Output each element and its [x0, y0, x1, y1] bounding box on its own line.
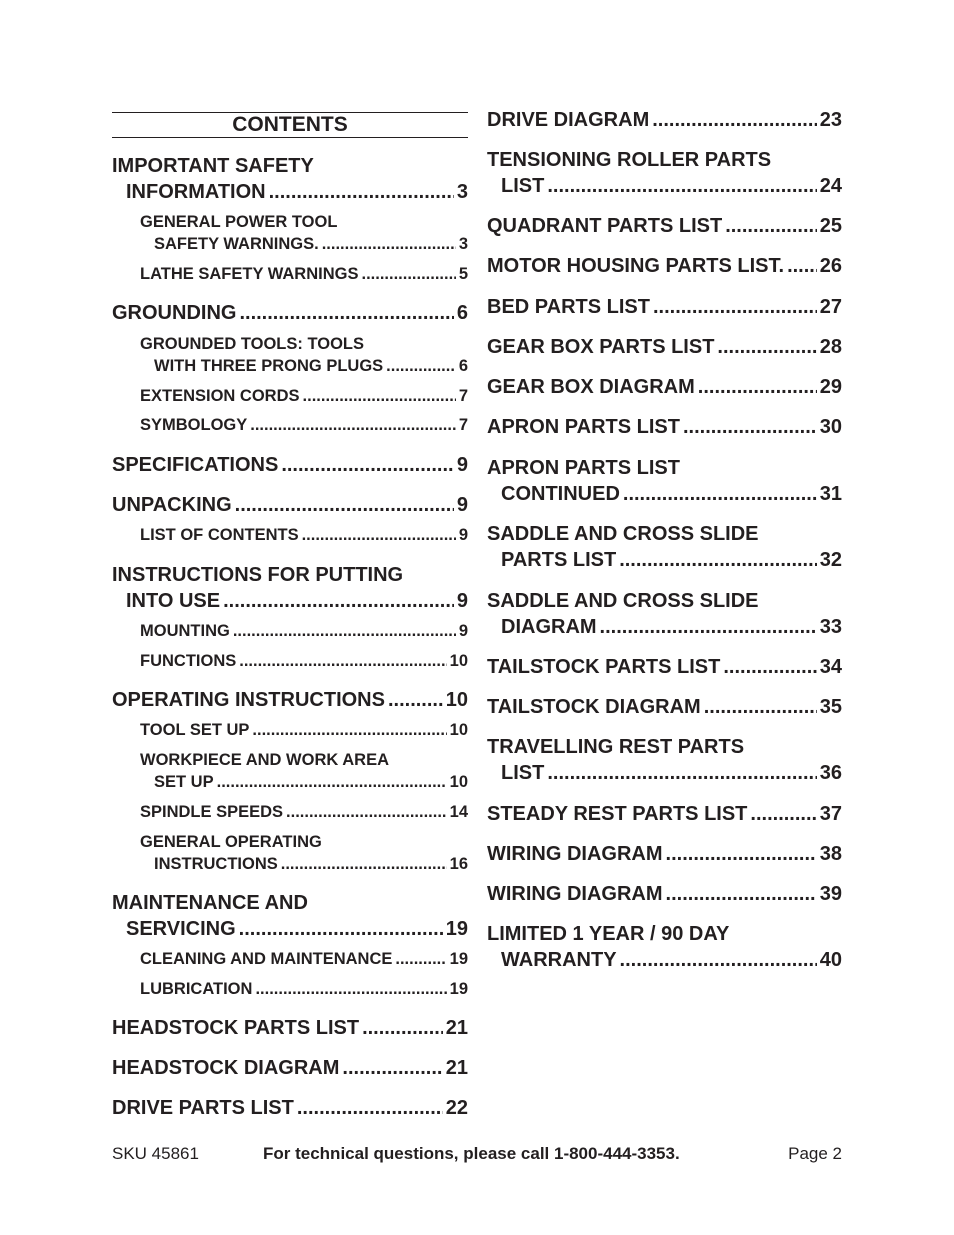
toc-entry: [112, 153, 468, 205]
toc-entry-title: GEAR BOX PARTS LIST: [487, 336, 715, 358]
toc-entry-title: APRON PARTS LIST: [487, 457, 680, 479]
toc-entry-line: [487, 801, 842, 827]
dot-leader: [653, 294, 817, 320]
toc-entry-title: SAFETY WARNINGS.: [154, 235, 319, 253]
toc-entry-title: SERVICING: [126, 918, 236, 940]
toc-entry-title: TRAVELLING REST PARTS: [487, 736, 745, 758]
toc-entry-line: [112, 153, 468, 179]
toc-entry-line: [112, 916, 468, 942]
toc-entry: [487, 414, 842, 440]
toc-entry-title: DRIVE DIAGRAM: [487, 109, 650, 131]
toc-entry-line: [112, 179, 468, 205]
toc-entry-title: LIST: [501, 762, 545, 784]
dot-leader: [239, 300, 453, 326]
toc-entry-title: PARTS LIST: [501, 549, 617, 571]
toc-entry-title: CONTINUED: [501, 483, 620, 505]
toc-page-number: 30: [819, 416, 842, 438]
dot-leader: [297, 1095, 443, 1121]
toc-entry: [112, 687, 468, 713]
toc-entry-line: [487, 947, 842, 973]
dot-leader: [704, 694, 817, 720]
toc-entry-title: CLEANING AND MAINTENANCE: [140, 950, 393, 968]
toc-entry-title: SYMBOLOGY: [140, 416, 248, 434]
dot-leader: [217, 771, 447, 793]
dot-leader: [652, 107, 817, 133]
toc-entry: [112, 1015, 468, 1041]
toc-page-number: 31: [819, 483, 842, 505]
toc-page-number: 21: [445, 1057, 468, 1079]
toc-entry: [112, 620, 468, 642]
toc-page-number: 21: [445, 1017, 468, 1039]
toc-entry: [112, 263, 468, 285]
toc-page-number: 38: [819, 843, 842, 865]
dot-leader: [233, 620, 456, 642]
toc-page-number: 6: [456, 302, 468, 324]
toc-entry-line: [112, 890, 468, 916]
dot-leader: [395, 948, 446, 970]
toc-page-number: 10: [449, 652, 468, 670]
toc-entry-title: GEAR BOX DIAGRAM: [487, 376, 695, 398]
toc-entry: [487, 654, 842, 680]
toc-page-number: 7: [458, 416, 468, 434]
toc-page-number: 9: [458, 526, 468, 544]
toc-page-number: 19: [449, 980, 468, 998]
toc-entry-line: [112, 978, 468, 1000]
toc-page-number: 9: [456, 494, 468, 516]
dot-leader: [302, 524, 456, 546]
toc-entry-line: [112, 562, 468, 588]
dot-leader: [547, 760, 816, 786]
toc-entry-line: [112, 492, 468, 518]
toc-entry-line: [112, 1015, 468, 1041]
toc-entry-title: WITH THREE PRONG PLUGS: [154, 357, 384, 375]
toc-entry-title: SPECIFICATIONS: [112, 454, 279, 476]
dot-leader: [386, 355, 456, 377]
toc-entry-title: MAINTENANCE AND: [112, 892, 308, 914]
toc-entry-title: MOUNTING: [140, 622, 230, 640]
toc-entry-title: QUADRANT PARTS LIST: [487, 215, 723, 237]
toc-entry-line: [487, 253, 842, 279]
toc-page-number: 10: [449, 721, 468, 739]
footer-sku: SKU 45861: [112, 1144, 199, 1163]
toc-entry: [112, 300, 468, 326]
toc-entry-title: WIRING DIAGRAM: [487, 843, 663, 865]
toc-entry: [487, 694, 842, 720]
toc-entry: [112, 414, 468, 436]
dot-leader: [750, 801, 816, 827]
dot-leader: [362, 1015, 443, 1041]
toc-entry-line: [487, 921, 842, 947]
toc-entry: [487, 107, 842, 133]
toc-entry-title: GROUNDED TOOLS: TOOLS: [140, 335, 364, 353]
toc-page-number: 9: [456, 454, 468, 476]
toc-entry: [112, 562, 468, 614]
dot-leader: [620, 947, 817, 973]
dot-leader: [235, 492, 454, 518]
toc-entry: [112, 452, 468, 478]
toc-page-number: 7: [458, 387, 468, 405]
toc-entry-title: HEADSTOCK PARTS LIST: [112, 1017, 360, 1039]
toc-entry-line: [112, 333, 468, 355]
dot-leader: [239, 916, 443, 942]
toc-entry-line: [112, 524, 468, 546]
toc-entry-title: FUNCTIONS: [140, 652, 237, 670]
toc-entry-title: DRIVE PARTS LIST: [112, 1097, 294, 1119]
toc-entry-title: OPERATING INSTRUCTIONS: [112, 689, 385, 711]
toc-entry: [112, 211, 468, 255]
toc-entry-title: GENERAL OPERATING: [140, 833, 322, 851]
toc-entry-line: [487, 173, 842, 199]
toc-entry-line: [112, 620, 468, 642]
toc-entry-line: [487, 455, 842, 481]
toc-page-number: 40: [819, 949, 842, 971]
toc-entry-line: [112, 588, 468, 614]
toc-page-number: 3: [456, 181, 468, 203]
footer-support-note: For technical questions, please call 1-800-444-3353.: [263, 1144, 680, 1163]
toc-entry-title: HEADSTOCK DIAGRAM: [112, 1057, 340, 1079]
toc-entry: [112, 524, 468, 546]
dot-leader: [255, 978, 446, 1000]
toc-entry-title: INTO USE: [126, 590, 221, 612]
toc-entry-line: [487, 734, 842, 760]
toc-entry: [487, 921, 842, 973]
footer-page-number: Page 2: [788, 1144, 842, 1163]
toc-entry-title: GROUNDING: [112, 302, 237, 324]
toc-entry-line: [112, 452, 468, 478]
toc-entry-title: STEADY REST PARTS LIST: [487, 803, 748, 825]
dot-leader: [723, 654, 816, 680]
toc-entry-line: [487, 147, 842, 173]
toc-entry-line: [487, 841, 842, 867]
dot-leader: [252, 719, 446, 741]
dot-leader: [281, 452, 454, 478]
toc-entry: [487, 588, 842, 640]
dot-leader: [787, 253, 817, 279]
page-footer: [112, 1143, 842, 1165]
toc-entry-line: [112, 719, 468, 741]
toc-entry: [112, 948, 468, 970]
toc-entry: [487, 521, 842, 573]
toc-page-number: 25: [819, 215, 842, 237]
toc-page-number: 26: [819, 255, 842, 277]
toc-page-number: 23: [819, 109, 842, 131]
toc-page-number: 16: [449, 855, 468, 873]
toc-entry-title: TAILSTOCK PARTS LIST: [487, 656, 721, 678]
toc-entry-line: [112, 801, 468, 823]
toc-entry-line: [487, 521, 842, 547]
dot-leader: [388, 687, 443, 713]
toc-entry-title: INSTRUCTIONS: [154, 855, 278, 873]
toc-page-number: 24: [819, 175, 842, 197]
toc-entry-line: [487, 374, 842, 400]
toc-entry: [487, 374, 842, 400]
toc-entry-line: [487, 614, 842, 640]
toc-entry-title: TAILSTOCK DIAGRAM: [487, 696, 701, 718]
toc-entry-line: [487, 414, 842, 440]
toc-entry-line: [487, 654, 842, 680]
dot-leader: [223, 588, 454, 614]
toc-entry-title: TENSIONING ROLLER PARTS: [487, 149, 772, 171]
dot-leader: [281, 853, 447, 875]
toc-entry-title: SADDLE AND CROSS SLIDE: [487, 523, 759, 545]
toc-entry-line: [112, 831, 468, 853]
toc-entry: [487, 801, 842, 827]
toc-entry-title: IMPORTANT SAFETY: [112, 155, 314, 177]
toc-entry-title: LIST OF CONTENTS: [140, 526, 299, 544]
toc-entry: [112, 1055, 468, 1081]
toc-entry-title: INFORMATION: [126, 181, 266, 203]
toc-entry: [112, 719, 468, 741]
toc-entry-line: [487, 107, 842, 133]
toc-page-number: 37: [819, 803, 842, 825]
toc-entry: [112, 650, 468, 672]
toc-page-number: 29: [819, 376, 842, 398]
toc-entry-title: SPINDLE SPEEDS: [140, 803, 284, 821]
toc-entry-line: [487, 294, 842, 320]
toc-page-number: 27: [819, 296, 842, 318]
dot-leader: [250, 414, 456, 436]
dot-leader: [725, 213, 817, 239]
toc-page-number: 6: [458, 357, 468, 375]
toc-page-number: 32: [819, 549, 842, 571]
dot-leader: [600, 614, 817, 640]
dot-leader: [619, 547, 817, 573]
dot-leader: [623, 481, 817, 507]
toc-entry: [112, 890, 468, 942]
toc-entry-line: [112, 355, 468, 377]
toc-entry: [487, 734, 842, 786]
toc-entry: [487, 334, 842, 360]
toc-page-number: 39: [819, 883, 842, 905]
toc-entry: [112, 1095, 468, 1121]
toc-entry-title: UNPACKING: [112, 494, 232, 516]
toc-entry: [112, 978, 468, 1000]
toc-entry-line: [487, 213, 842, 239]
toc-entry-title: WARRANTY: [501, 949, 617, 971]
toc-page-number: 14: [449, 803, 468, 821]
dot-leader: [683, 414, 817, 440]
dot-leader: [717, 334, 816, 360]
toc-entry-line: [487, 481, 842, 507]
toc-page-number: 9: [456, 590, 468, 612]
toc-entry: [487, 841, 842, 867]
toc-entry-line: [112, 749, 468, 771]
toc-entry: [487, 881, 842, 907]
toc-entry-line: [487, 588, 842, 614]
toc-entry: [112, 831, 468, 875]
toc-entry: [112, 385, 468, 407]
dot-leader: [269, 179, 454, 205]
toc-entry-title: DIAGRAM: [501, 616, 597, 638]
dot-leader: [698, 374, 817, 400]
toc-entry-line: [112, 650, 468, 672]
toc-page-number: 35: [819, 696, 842, 718]
toc-entry: [487, 294, 842, 320]
toc-entry-line: [112, 385, 468, 407]
toc-entry-title: LIST: [501, 175, 545, 197]
toc-entry-line: [487, 760, 842, 786]
dot-leader: [666, 881, 817, 907]
toc-entry-line: [487, 334, 842, 360]
toc-entry-title: MOTOR HOUSING PARTS LIST.: [487, 255, 785, 277]
toc-entry-title: APRON PARTS LIST: [487, 416, 680, 438]
toc-entry: [487, 455, 842, 507]
toc-entry: [112, 801, 468, 823]
toc-entry-title: INSTRUCTIONS FOR PUTTING: [112, 564, 404, 586]
toc-entry-line: [487, 694, 842, 720]
toc-entry: [112, 492, 468, 518]
toc-page-number: 28: [819, 336, 842, 358]
toc-entry-title: EXTENSION CORDS: [140, 387, 300, 405]
toc-page-number: 19: [445, 918, 468, 940]
dot-leader: [322, 233, 456, 255]
toc-entry-line: [112, 211, 468, 233]
toc-entry-title: WIRING DIAGRAM: [487, 883, 663, 905]
dot-leader: [342, 1055, 442, 1081]
toc-entry-title: GENERAL POWER TOOL: [140, 213, 338, 231]
toc-entry-title: WORKPIECE AND WORK AREA: [140, 751, 390, 769]
toc-page-number: 34: [819, 656, 842, 678]
toc-entry-line: [112, 1095, 468, 1121]
dot-leader: [286, 801, 447, 823]
toc-entry-line: [487, 547, 842, 573]
dot-leader: [666, 841, 817, 867]
toc-entry-line: [112, 771, 468, 793]
toc-page-number: 10: [449, 773, 468, 791]
dot-leader: [303, 385, 456, 407]
toc-page-number: 5: [458, 265, 468, 283]
toc-entry: [112, 333, 468, 377]
toc-entry-title: LATHE SAFETY WARNINGS: [140, 265, 359, 283]
contents-heading: CONTENTS: [112, 112, 468, 138]
toc-entry-title: TOOL SET UP: [140, 721, 250, 739]
toc-page-number: 22: [445, 1097, 468, 1119]
toc-entry: [487, 213, 842, 239]
toc-page-number: 3: [458, 235, 468, 253]
toc-entry: [487, 253, 842, 279]
toc-entry-title: LUBRICATION: [140, 980, 253, 998]
toc-entry-line: [487, 881, 842, 907]
toc-entry-title: SADDLE AND CROSS SLIDE: [487, 590, 759, 612]
toc-entry-line: [112, 300, 468, 326]
toc-page-number: 9: [458, 622, 468, 640]
toc-page-number: 10: [445, 689, 468, 711]
toc-entry: [112, 749, 468, 793]
toc-entry-line: [112, 414, 468, 436]
toc-entry-line: [112, 233, 468, 255]
toc-entry-line: [112, 687, 468, 713]
toc-entry-line: [112, 263, 468, 285]
toc-entry-title: SET UP: [154, 773, 214, 791]
dot-leader: [239, 650, 446, 672]
toc-page-number: 33: [819, 616, 842, 638]
toc-entry-title: BED PARTS LIST: [487, 296, 650, 318]
dot-leader: [361, 263, 455, 285]
dot-leader: [547, 173, 816, 199]
toc-entry-title: LIMITED 1 YEAR / 90 DAY: [487, 923, 730, 945]
toc-page-number: 36: [819, 762, 842, 784]
toc-entry-line: [112, 948, 468, 970]
toc-entry: [487, 147, 842, 199]
toc-entry-line: [112, 1055, 468, 1081]
toc-entry-line: [112, 853, 468, 875]
toc-page-number: 19: [449, 950, 468, 968]
